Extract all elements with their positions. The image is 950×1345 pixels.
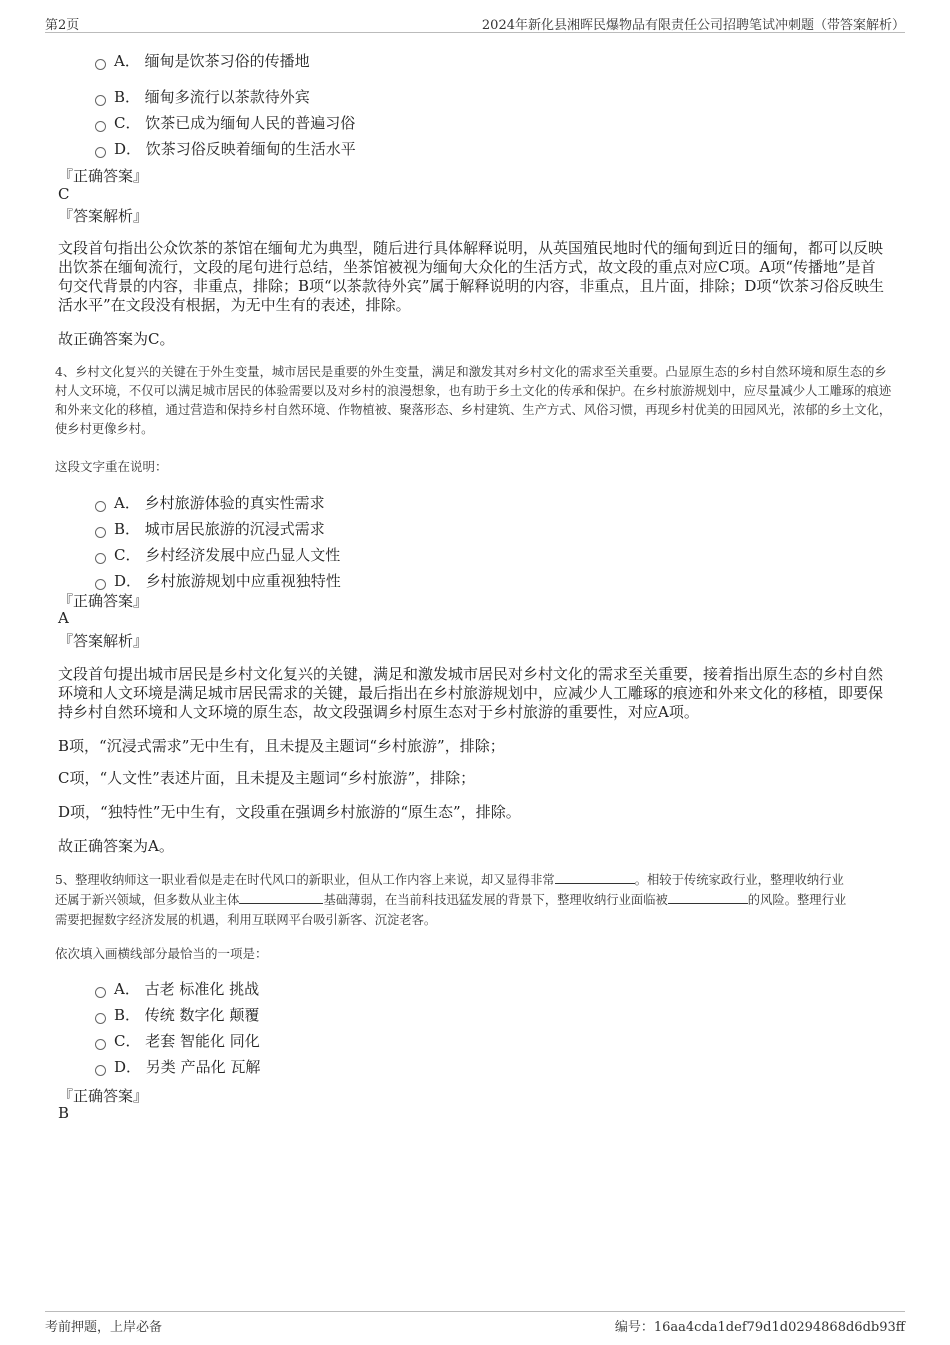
q3-analysis: 文段首句指出公众饮茶的茶馆在缅甸尤为典型，随后进行具体解释说明，从英国殖民地时代的缅甸到近日的缅甸，都可以反映出饮茶在缅甸流行，文段的尾句进行总结，坐茶馆被视为缅甸大众化的生活方式，故文段的重点对应C项。A项“传播地”是首句交代背景的内容，非重点，排除；B项“以茶款待外宾”属于解释说明的内容，非重点，且片面，排除；D项“饮茶习俗反映生活水平”在文段没有根据，为无中生有的表述，排除。 [58, 239, 885, 314]
q4-line-d: D项，“独特性”无中生有，文段重在强调乡村旅游的“原生态”，排除。 [58, 803, 521, 821]
q5-answer-label: 『正确答案』 [58, 1087, 149, 1105]
q4-line-c: C项，“人文性”表述片面，且未提及主题词“乡村旅游”，排除； [58, 769, 476, 787]
q4-option-a[interactable]: A． 乡村旅游体验的真实性需求 [95, 492, 325, 513]
document-title: 2024年新化县湘晖民爆物品有限责任公司招聘笔试冲刺题（带答案解析） [481, 18, 905, 33]
q5-question-line2: 还属于新兴领域，但多数从业主体 基础薄弱，在当前科技迅猛发展的背景下，整理收纳行业面临被 的风险。整理行业 [55, 893, 847, 907]
radio-icon[interactable] [95, 987, 106, 998]
q3-analysis-label: 『答案解析』 [58, 207, 149, 225]
blank-3 [668, 893, 748, 904]
q4-option-b[interactable]: B． 城市居民旅游的沉浸式需求 [95, 518, 325, 539]
radio-icon[interactable] [95, 501, 106, 512]
page-header [45, 12, 905, 33]
radio-icon[interactable] [95, 59, 106, 70]
page-number: 第2页 [45, 18, 80, 33]
q3-option-b[interactable]: B． 缅甸多流行以茶款待外宾 [95, 86, 310, 107]
radio-icon[interactable] [95, 527, 106, 538]
q5-option-b[interactable]: B． 传统 数字化 颠覆 [95, 1004, 259, 1025]
q3-answer-label: 『正确答案』 [58, 167, 149, 185]
radio-icon[interactable] [95, 1039, 106, 1050]
q3-option-a[interactable]: A． 缅甸是饮茶习俗的传播地 [95, 50, 310, 71]
q5-question-line3: 需要把握数字经济发展的机遇，利用互联网平台吸引新客、沉淀老客。 [55, 913, 437, 927]
q5-option-d[interactable]: D． 另类 产品化 瓦解 [95, 1056, 260, 1077]
q4-analysis: 文段首句提出城市居民是乡村文化复兴的关键，满足和激发城市居民对乡村文化的需求至关重要，接着指出原生态的乡村自然环境和人文环境是满足城市居民需求的关键，最后指出在乡村旅游规划中，应减少人工雕琢的痕迹和外来文化的移植，即要保持乡村自然环境和人文环境的原生态，故文段强调乡村原生态对于乡村旅游的重要性，对应A项。 [58, 665, 884, 721]
q3-option-c[interactable]: C． 饮茶已成为缅甸人民的普遍习俗 [95, 112, 355, 133]
q4-conclusion: 故正确答案为A。 [58, 837, 174, 855]
blank-1 [555, 873, 635, 884]
radio-icon[interactable] [95, 95, 106, 106]
q3-option-d[interactable]: D． 饮茶习俗反映着缅甸的生活水平 [95, 138, 356, 159]
radio-icon[interactable] [95, 147, 106, 158]
q4-line-b: B项，“沉浸式需求”无中生有，且未提及主题词“乡村旅游”，排除； [58, 737, 505, 755]
document-id: 编号：16aa4cda1def79d1d0294868d6db93ff [614, 1320, 905, 1335]
blank-2 [239, 893, 323, 904]
radio-icon[interactable] [95, 1013, 106, 1024]
radio-icon[interactable] [95, 579, 106, 590]
radio-icon[interactable] [95, 1065, 106, 1076]
q5-question-line1: 5、整理收纳师这一职业看似是走在时代风口的新职业，但从工作内容上来说，却又显得非常 。相较于传统家政行业，整理收纳行业 [55, 873, 844, 887]
page-footer [45, 1311, 905, 1336]
q5-option-a[interactable]: A． 古老 标准化 挑战 [95, 978, 259, 999]
q4-answer-label: 『正确答案』 [58, 592, 149, 610]
q3-conclusion: 故正确答案为C。 [58, 330, 175, 348]
q5-prompt: 依次填入画横线部分最恰当的一项是： [55, 946, 268, 961]
q5-answer: B [58, 1104, 70, 1122]
q4-prompt: 这段文字重在说明： [55, 459, 168, 474]
q3-answer: C [58, 185, 70, 203]
q4-analysis-label: 『答案解析』 [58, 632, 149, 650]
q4-answer: A [58, 609, 69, 627]
q4-option-c[interactable]: C． 乡村经济发展中应凸显人文性 [95, 544, 340, 565]
footer-slogan: 考前押题，上岸必备 [45, 1320, 163, 1335]
q5-option-c[interactable]: C． 老套 智能化 同化 [95, 1030, 260, 1051]
q4-question: 4、乡村文化复兴的关键在于外生变量，城市居民是重要的外生变量，满足和激发其对乡村文化的需求至关重要。凸显原生态的乡村自然环境和原生态的乡村人文环境，不仅可以满足城市居民的体验需要以及对乡村的浪漫想象，也有助于乡土文化的传承和保护。在乡村旅游规划中，应尽量减少人工雕琢的痕迹和外来文化的移植，通过营造和保持乡村自然环境、作物植被、聚落形态、乡村建筑、生产方式、风俗习惯，再现乡村优美的田园风光，浓郁的乡土文化，使乡村更像乡村。 [55, 365, 892, 436]
radio-icon[interactable] [95, 553, 106, 564]
q4-option-d[interactable]: D． 乡村旅游规划中应重视独特性 [95, 570, 341, 591]
radio-icon[interactable] [95, 121, 106, 132]
